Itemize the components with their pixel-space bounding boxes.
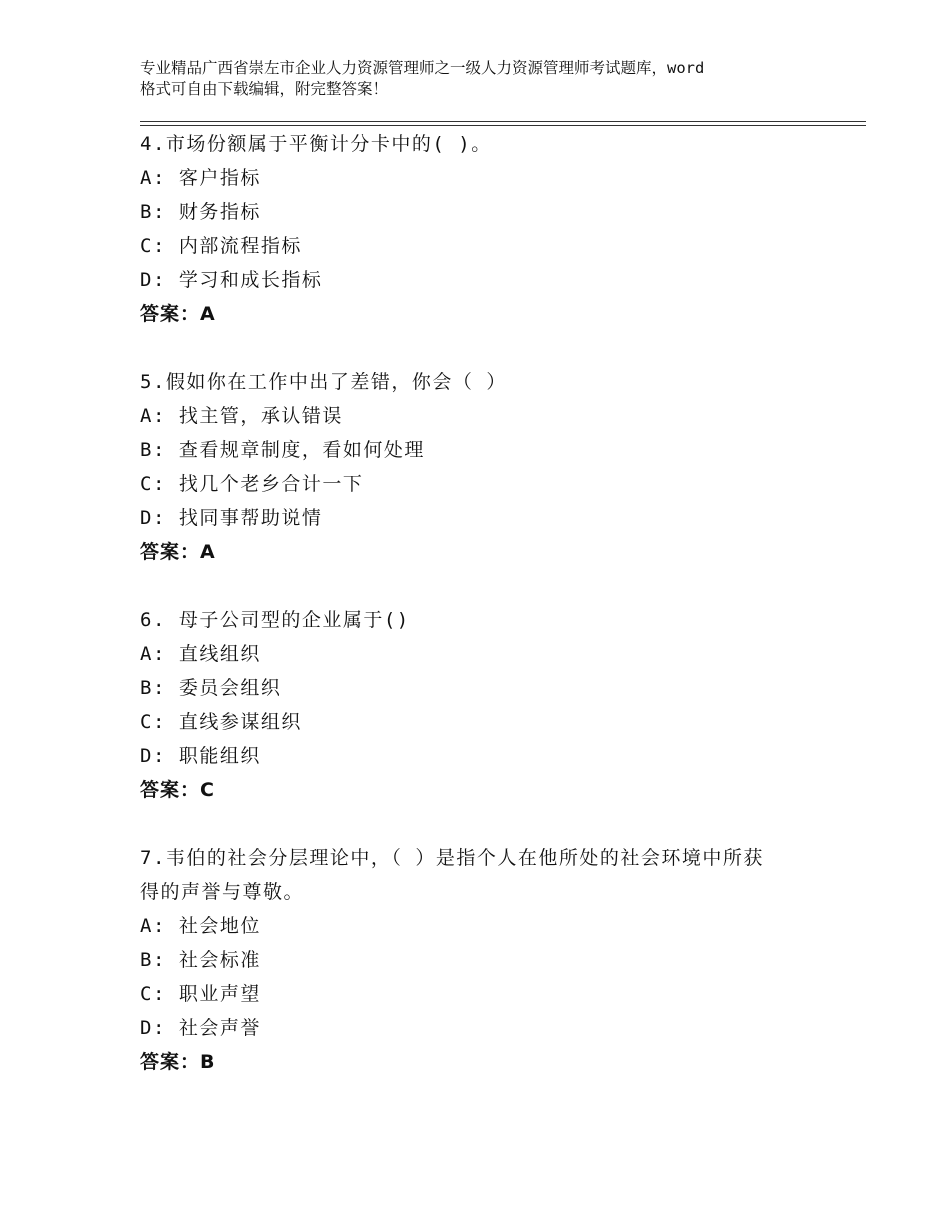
answer-label: 答案：B: [140, 1051, 216, 1073]
header-divider-bottom: [140, 125, 866, 126]
option-a: A: 直线组织: [140, 643, 261, 665]
option-d: D: 学习和成长指标: [140, 269, 323, 291]
header-line-2: 格式可自由下载编辑，附完整答案！: [140, 80, 389, 98]
option-a: A: 客户指标: [140, 167, 261, 189]
answer-label: 答案：A: [140, 303, 216, 325]
question-text: 5.假如你在工作中出了差错，你会（ ）: [140, 371, 507, 393]
option-b: B: 查看规章制度，看如何处理: [140, 439, 425, 461]
option-a: A: 社会地位: [140, 915, 261, 937]
header-line-1: 专业精品广西省崇左市企业人力资源管理师之一级人力资源管理师考试题库，word: [140, 59, 705, 77]
option-d: D: 职能组织: [140, 745, 261, 767]
question-text-line-2: 得的声誉与尊敬。: [140, 881, 305, 903]
option-c: C: 直线参谋组织: [140, 711, 302, 733]
question-5: [140, 365, 830, 569]
question-text: 4.市场份额属于平衡计分卡中的( )。: [140, 133, 492, 155]
option-b: B: 委员会组织: [140, 677, 282, 699]
question-4: [140, 127, 830, 331]
question-text-line-1: 7.韦伯的社会分层理论中，（ ）是指个人在他所处的社会环境中所获: [140, 847, 764, 869]
option-c: C: 内部流程指标: [140, 235, 302, 257]
question-text: [140, 841, 830, 909]
question-7: [140, 841, 830, 1079]
option-d: D: 社会声誉: [140, 1017, 261, 1039]
question-list: [140, 127, 830, 1113]
answer-label: 答案：A: [140, 541, 216, 563]
option-a: A: 找主管，承认错误: [140, 405, 343, 427]
document-header: [140, 58, 830, 100]
option-b: B: 社会标准: [140, 949, 261, 971]
answer-label: 答案：C: [140, 779, 215, 801]
question-text: 6. 母子公司型的企业属于(): [140, 609, 410, 631]
question-6: [140, 603, 830, 807]
option-c: C: 找几个老乡合计一下: [140, 473, 364, 495]
header-divider-top: [140, 121, 866, 122]
option-c: C: 职业声望: [140, 983, 261, 1005]
option-d: D: 找同事帮助说情: [140, 507, 323, 529]
option-b: B: 财务指标: [140, 201, 261, 223]
